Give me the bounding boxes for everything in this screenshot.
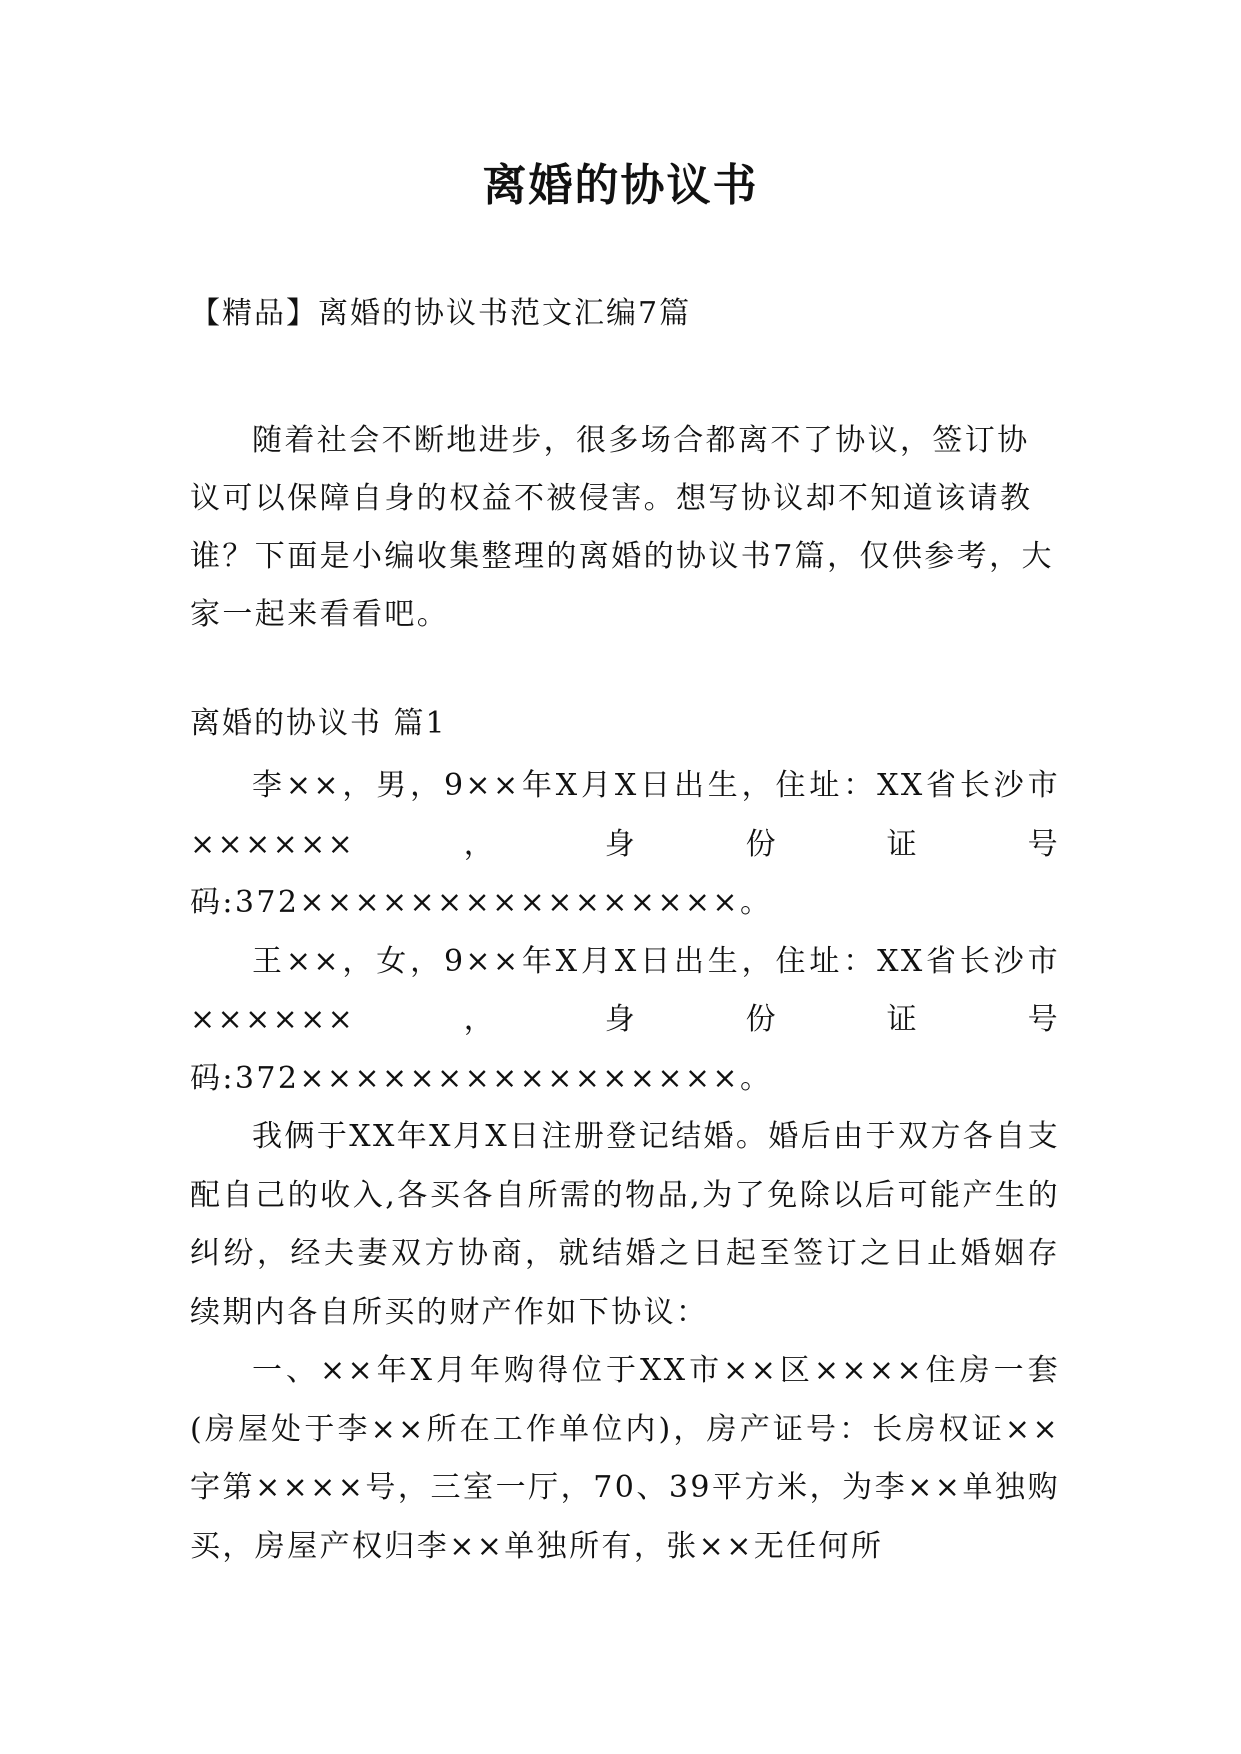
- property-clause-paragraph: 一、××年X月年购得位于XX市××区××××住房一套(房屋处于李××所在工作单位内)，房产证号：长房权证××字第××××号，三室一厅，70、39平方米，为李××单独购买，房屋产权归李××单独所有，张××无任何所: [190, 1353, 1060, 1564]
- intro-paragraph: 随着社会不断地进步，很多场合都离不了协议，签订协议可以保障自身的权益不被侵害。想写协议却不知道该请教谁？下面是小编收集整理的离婚的协议书7篇，仅供参考，大家一起来看看吧。: [190, 423, 1054, 632]
- agreement-body: [190, 757, 1060, 1576]
- document-subtitle: 【精品】离婚的协议书范文汇编7篇: [190, 296, 692, 331]
- section-heading: 离婚的协议书 篇1: [190, 706, 447, 741]
- marriage-statement-paragraph: 我俩于XX年X月X日注册登记结婚。婚后由于双方各自支配自己的收入,各买各自所需的物品,为了免除以后可能产生的纠纷，经夫妻双方协商，就结婚之日起至签订之日止婚姻存续期内各自所买的财产作如下协议：: [190, 1119, 1060, 1330]
- document-title: 离婚的协议书: [482, 160, 759, 211]
- party-paragraph-wang: 王××，女，9××年X月X日出生，住址：XX省长沙市××××××，身份证号码:372××××××××××××××××。: [190, 943, 1060, 1096]
- party-paragraph-li: 李××，男，9××年X月X日出生，住址：XX省长沙市××××××，身份证号码:372××××××××××××××××。: [190, 768, 1060, 920]
